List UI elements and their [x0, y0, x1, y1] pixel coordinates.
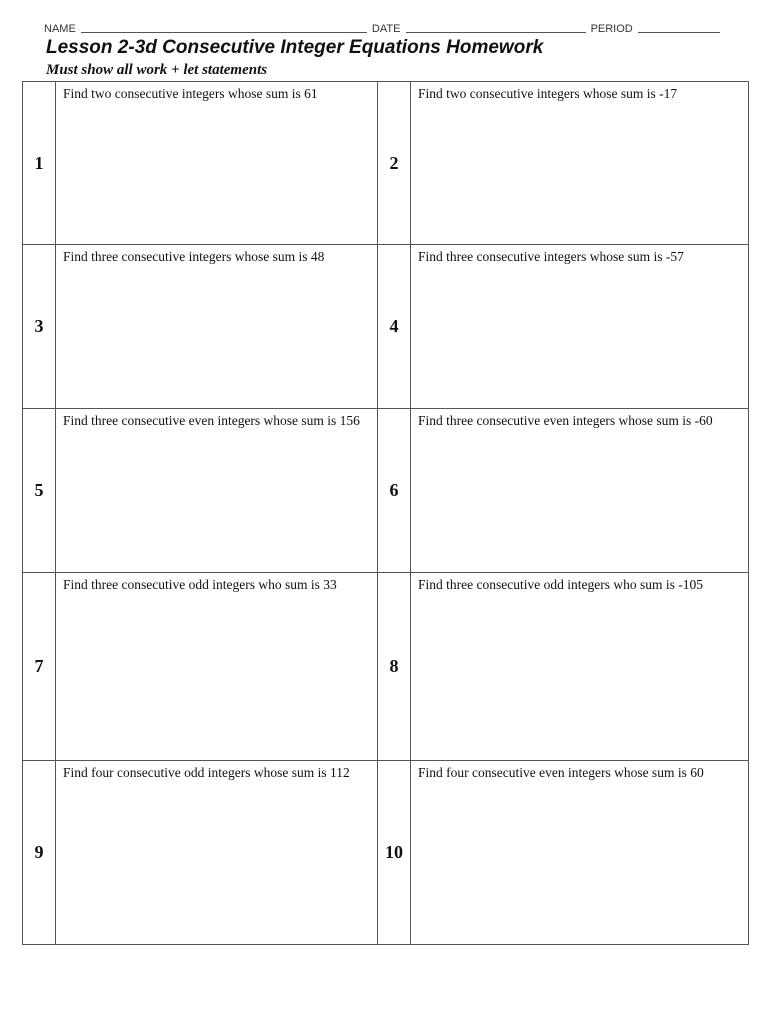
- problem-number: 5: [23, 409, 56, 573]
- problem-text: Find four consecutive odd integers whose sum is 112: [63, 765, 350, 780]
- page-title: Lesson 2-3d Consecutive Integer Equations Homework: [46, 37, 544, 58]
- problem-cell[interactable]: [411, 82, 749, 245]
- problem-number: 3: [23, 245, 56, 409]
- problem-text: Find three consecutive integers whose sum is -57: [418, 249, 684, 264]
- problem-number: 7: [23, 573, 56, 761]
- problem-number: 8: [378, 573, 411, 761]
- problem-text: Find three consecutive odd integers who sum is -105: [418, 577, 703, 592]
- period-label: PERIOD: [590, 23, 633, 35]
- problem-cell[interactable]: [411, 245, 749, 409]
- problem-text: Find four consecutive even integers whose sum is 60: [418, 765, 704, 780]
- page-subtitle: Must show all work + let statements: [46, 62, 268, 78]
- problem-cell[interactable]: [56, 761, 378, 945]
- name-label: NAME: [44, 23, 76, 35]
- problem-text: Find two consecutive integers whose sum is -17: [418, 86, 678, 101]
- problem-table: [22, 81, 749, 945]
- problem-cell[interactable]: [56, 573, 378, 761]
- problem-cell[interactable]: [411, 409, 749, 573]
- problem-number: 9: [23, 761, 56, 945]
- period-field[interactable]: [638, 22, 720, 33]
- name-field[interactable]: [81, 22, 367, 33]
- header-fields: [44, 22, 744, 35]
- date-label: DATE: [371, 23, 401, 35]
- problem-row: [23, 82, 749, 245]
- problem-row: [23, 245, 749, 409]
- problem-number: 10: [378, 761, 411, 945]
- problem-cell[interactable]: [411, 573, 749, 761]
- date-field[interactable]: [406, 22, 586, 33]
- problem-row: [23, 573, 749, 761]
- problem-text: Find three consecutive even integers whose sum is 156: [63, 413, 360, 428]
- problem-cell[interactable]: [56, 409, 378, 573]
- problem-cell[interactable]: [411, 761, 749, 945]
- problem-number: 1: [23, 82, 56, 245]
- problem-text: Find three consecutive even integers whose sum is -60: [418, 413, 713, 428]
- problem-cell[interactable]: [56, 245, 378, 409]
- problem-text: Find three consecutive integers whose sum is 48: [63, 249, 325, 264]
- problem-number: 6: [378, 409, 411, 573]
- problem-text: Find three consecutive odd integers who sum is 33: [63, 577, 337, 592]
- problem-row: [23, 761, 749, 945]
- problem-row: [23, 409, 749, 573]
- problem-text: Find two consecutive integers whose sum is 61: [63, 86, 318, 101]
- problem-cell[interactable]: [56, 82, 378, 245]
- problem-number: 2: [378, 82, 411, 245]
- problem-number: 4: [378, 245, 411, 409]
